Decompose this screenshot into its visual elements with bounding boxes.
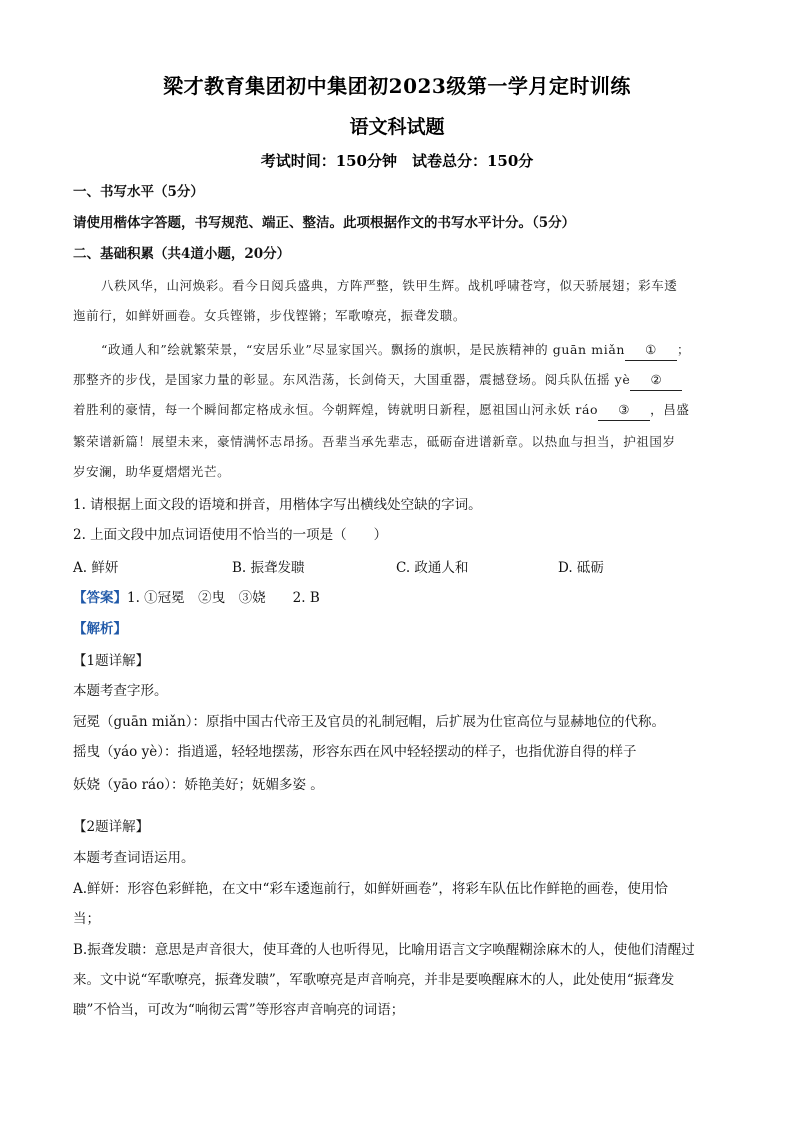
passage-text: “政通人和”绘就繁荣景，“安居乐业”尽显家国兴。飘扬的旗帜，是民族精神的 guān miǎn (101, 342, 626, 357)
passage-text: 着胜利的豪情，每一个瞬间都定格成永恒。今朝辉煌，铸就明日新程，愿祖国山河永妖 ráo (73, 402, 599, 417)
detail1-line: 摇曳（yáo yè）：指逍遥，轻轻地摆荡，形容东西在风中轻轻摆动的样子，也指优游自得的样子 (73, 744, 637, 760)
detail1-line: 妖娆（yāo ráo）：娇艳美好；妩媚多姿 。 (73, 777, 324, 793)
detail2-line: A.鲜妍：形容色彩鲜艳，在文中“彩车逶迤前行，如鲜妍画卷”，将彩车队伍比作鲜艳的画卷，使用恰 (73, 881, 668, 897)
blank-1[interactable]: ① (625, 340, 677, 361)
blank-3[interactable]: ③ (598, 400, 650, 421)
option-a[interactable]: A. 鲜妍 (73, 560, 119, 576)
passage-line: 繁荣谱新篇！展望未来，豪情满怀志昂扬。吾辈当承先辈志，砥砺奋进谱新章。以热血与担当，护祖国岁 (73, 434, 676, 449)
exam-info: 考试时间：150分钟 试卷总分：150分 (260, 152, 534, 170)
detail2-line: 来。文中说“军歌嘹亮，振聋发聩”，军歌嘹亮是声音响亮，并非是要唤醒麻木的人，此处使用“振聋发 (73, 972, 675, 988)
passage-text: ； (677, 342, 691, 357)
subject-title: 语文科试题 (349, 116, 445, 138)
detail2-line: B.振聋发聩：意思是声音很大，使耳聋的人也听得见，比喻用语言文字唤醒糊涂麻木的人，使他们清醒过 (73, 942, 695, 958)
passage-text: ，昌盛 (650, 402, 690, 417)
detail1-line: 冠冕（guān miǎn）：原指中国古代帝王及官员的礼制冠帽，后扩展为仕宦高位与显赫地位的代称。 (73, 714, 665, 730)
detail2-intro: 本题考查词语运用。 (73, 850, 195, 866)
option-d[interactable]: D. 砥砺 (558, 560, 604, 576)
passage-text: 那整齐的步伐，是国家力量的彰显。东风浩荡，长剑倚天，大国重器，震撼登场。阅兵队伍摇 yè (73, 372, 631, 387)
passage-line (101, 340, 751, 361)
section2-heading: 二、基础积累（共4道小题，20分） (73, 246, 291, 262)
section1-instruction: 请使用楷体字答题，书写规范、端正、整洁。此项根据作文的书写水平计分。（5分） (73, 215, 576, 231)
detail1-label: 【1题详解】 (73, 653, 150, 669)
option-b[interactable]: B. 振聋发聩 (232, 560, 305, 576)
answer-label: 【答案】 (73, 590, 127, 606)
detail1-intro: 本题考查字形。 (73, 683, 168, 699)
passage-line (73, 370, 723, 391)
exam-title: 梁才教育集团初中集团初2023级第一学月定时训练 (163, 74, 631, 98)
blank-2[interactable]: ② (630, 370, 682, 391)
passage-line (73, 400, 723, 421)
passage-line: 岁安澜，助华夏熠熠光芒。 (73, 464, 231, 479)
passage-line: 迤前行，如鲜妍画卷。女兵铿锵，步伐铿锵；军歌嘹亮，振聋发聩。 (73, 308, 467, 323)
detail2-line: 聩”不恰当，可改为“响彻云霄”等形容声音响亮的词语； (73, 1002, 405, 1018)
option-c[interactable]: C. 政通人和 (396, 560, 469, 576)
section1-heading: 一、书写水平（5分） (73, 184, 204, 200)
answer-text: 1. ①冠冕 ②曳 ③娆 2. B (127, 590, 320, 606)
question-2: 2. 上面文段中加点词语使用不恰当的一项是（ ） (73, 527, 388, 543)
question-1: 1. 请根据上面文段的语境和拼音，用楷体字写出横线处空缺的字词。 (73, 497, 482, 513)
analysis-label: 【解析】 (73, 621, 127, 637)
detail2-label: 【2题详解】 (73, 819, 150, 835)
detail2-line: 当； (73, 911, 100, 927)
passage-line: 八秩风华，山河焕彩。看今日阅兵盛典，方阵严整，铁甲生辉。战机呼啸苍穹，似天骄展翅；彩车逶 (101, 278, 678, 293)
answer-row (73, 588, 723, 608)
